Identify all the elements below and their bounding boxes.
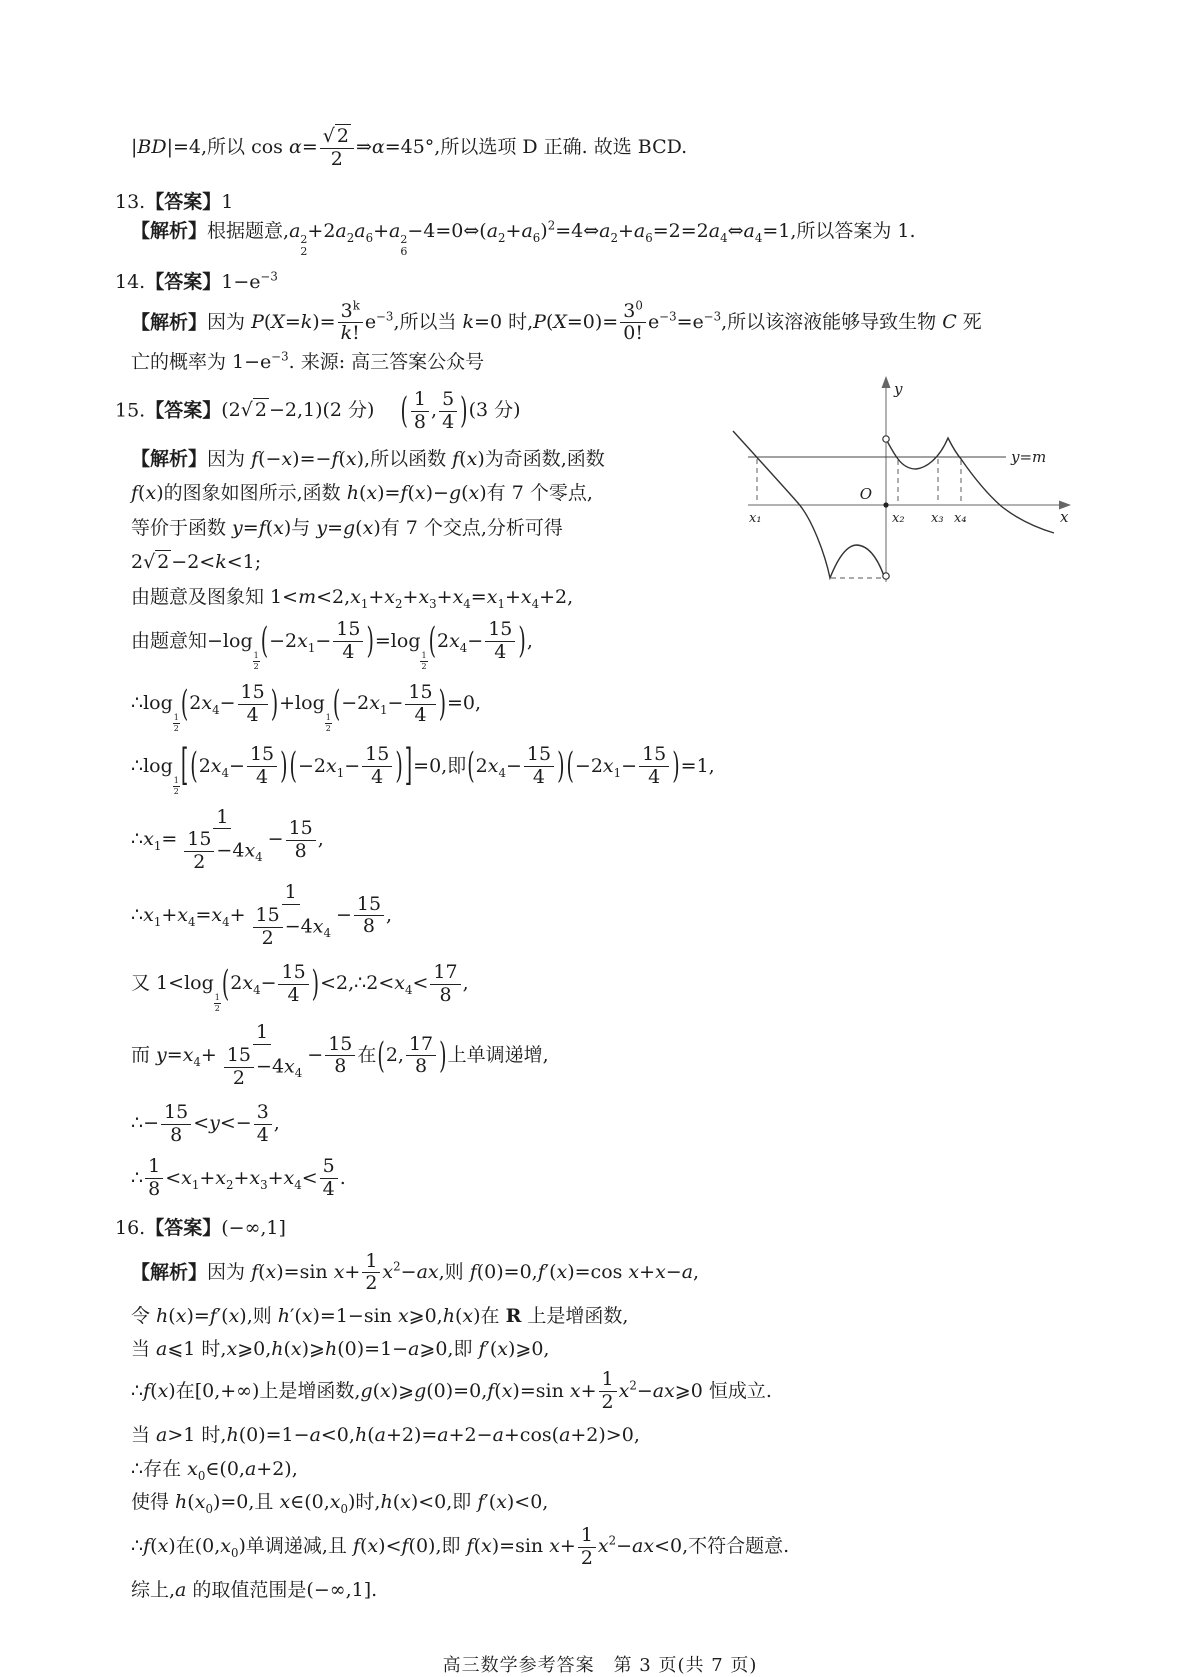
open-point-top <box>883 436 889 442</box>
graph-svg <box>698 348 1090 596</box>
math-content: (2√ 2 −2,1)(2 分) ( $\frac{1}{8}$ , $\frac{5}{4}$ )(3 分) <box>221 387 521 433</box>
q13-answer <box>0 189 1200 217</box>
math-content: 由题意知−log $\frac{1}{2}$ ($-2x_1-$ $\frac{15}{4}$ )=log $\frac{1}{2}$ ($2x_4-$ $\frac{15}{4}$ ), <box>131 618 533 671</box>
q13-analysis <box>0 218 1200 259</box>
q14-answer <box>0 269 1200 297</box>
y-equals-m-label: y=m <box>1011 448 1047 466</box>
q16-analysis-2 <box>0 1303 1200 1331</box>
q15-analysis-9 <box>0 807 1200 875</box>
math-content: f(x)的图象如图所示,函数 h(x)=f(x)−g(x)有 7 个零点, <box>131 482 593 505</box>
math-content: $1-e^{-3}$ <box>221 269 278 294</box>
section-tag: 【答案】 <box>145 271 222 294</box>
math-content: 当 a⩽1 时,x⩾0,h(x)⩾h(0)=1−a⩾0,即 f′(x)⩾0, <box>131 1337 550 1360</box>
math-content: 由题意及图象知 $1<m<2,x_1+x_2+x_3+x_4=x_1+x_4+2$, <box>131 585 574 611</box>
section-tag: 【解析】 <box>131 447 208 470</box>
x3-label: x₃ <box>931 511 944 526</box>
q16-analysis-6 <box>0 1456 1200 1484</box>
x2-label: x₂ <box>892 511 905 526</box>
math-content: 使得 $h(x_0)=0$,且 $x\in(0,x_0)$时,h(x)<0,即 f′(x)<0, <box>131 1491 549 1516</box>
q16-answer <box>0 1215 1200 1243</box>
math-content: 根据题意,a 2 2 $+2a_2a_6+a$ 2 6 $-4=0\Leftrightarrow(a_2+a_6)^2=4\Leftrightarrow a_2+a_6=2=2a_4\Leftrightarrow a_4=1$,所以答案为 1. <box>207 218 916 259</box>
line-bd <box>0 126 1200 171</box>
math-content: 而 $y=x_4+$ 1 $\frac{15}{2}$ $-4x_4$ − $\frac{15}{8}$ 在(2, $\frac{17}{8}$ )上单调递增, <box>131 1021 549 1089</box>
origin-point <box>883 502 888 507</box>
math-content: 1 <box>221 190 234 213</box>
section-tag: 【解析】 <box>131 1260 208 1283</box>
q14-analysis-1 <box>0 298 1200 346</box>
math-content: 当 a>1 时,h(0)=1−a<0,h(a+2)=a+2−a+cos(a+2)>0, <box>131 1424 640 1447</box>
math-content: ∴ $\frac{1}{8}$ $<x_1+x_2+x_3+x_4<$ $\frac{5}{4}$ . <box>131 1155 346 1201</box>
math-content: 2√ 2 −2<k<1; <box>131 551 262 574</box>
math-content: 等价于函数 y=f(x)与 y=g(x)有 7 个交点,分析可得 <box>131 516 563 539</box>
q16-analysis-3 <box>0 1336 1200 1364</box>
math-content: 令 h(x)=f′(x),则 h′(x)=1−sin x⩾0,h(x)在 R 上是增函数, <box>131 1305 629 1328</box>
q15-analysis-8 <box>0 741 1200 796</box>
section-tag: 【答案】 <box>145 1217 222 1240</box>
y-axis-label: y <box>894 380 903 398</box>
math-content: 亡的概率为 $1-e^{-3}$. 来源: 高三答案公众号 <box>131 349 485 374</box>
math-content: ∴存在 $x_0\in(0,a+2)$, <box>131 1457 298 1483</box>
question-number: 13. <box>115 190 146 213</box>
section-tag: 【答案】 <box>145 399 222 422</box>
math-content: $\therefore x_1=$ 1 $\frac{15}{2}$ $-4x_4$ − $\frac{15}{8}$ , <box>131 805 324 874</box>
math-content: 又 1<log $\frac{1}{2}$ ($2x_4-$ $\frac{15}{4}$ )$<2,\therefore 2<x_4<$ $\frac{17}{8}$ , <box>131 960 469 1014</box>
math-content: 综上,a 的取值范围是(−∞,1]. <box>131 1579 378 1602</box>
section-tag: 【解析】 <box>131 220 208 243</box>
q16-analysis-7 <box>0 1489 1200 1517</box>
q15-analysis-13 <box>0 1102 1200 1147</box>
function-graph-figure <box>698 348 1090 596</box>
q15-analysis-7 <box>0 682 1200 734</box>
math-content: (−∞,1] <box>221 1217 286 1240</box>
y-axis-arrow <box>882 376 891 388</box>
question-number: 14. <box>115 271 146 294</box>
math-content: ∴f(x)在$(0,x_0)$单调递减,且 f(x)<f(0),即 f(x)=sin x+ $\frac{1}{2}$ $x^2-ax<0$,不符合题意. <box>131 1523 790 1569</box>
q15-analysis-6 <box>0 619 1200 671</box>
math-content: ∴f(x)在[0,+∞)上是增函数,g(x)⩾g(0)=0,f(x)=sin x+ $\frac{1}{2}$ $x^2-ax⩾0$ 恒成立. <box>131 1368 772 1414</box>
x-axis-label: x <box>1060 508 1069 526</box>
math-content: 因为 f(x)=sin x+ $\frac{1}{2}$ $x^2-ax$,则 f(0)=0,f′(x)=cos x+x−a, <box>207 1249 700 1295</box>
q15-analysis-14 <box>0 1156 1200 1201</box>
origin-label: O <box>859 485 872 503</box>
q15-analysis-10 <box>0 882 1200 950</box>
math-content: ∴− $\frac{15}{8}$ <y<− $\frac{3}{4}$ , <box>131 1100 280 1146</box>
math-content: 因为 P(X=k)= $\frac{3^k}{k!}$ $e^{-3}$,所以当 k=0 时,P(X=0)= $\frac{3^0}{0!}$ $e^{-3}=e^{-3}$,所以该溶液能够导致生物 C 死 <box>207 298 982 345</box>
open-point-bottom <box>883 573 889 579</box>
q16-analysis-5 <box>0 1422 1200 1450</box>
math-content: ∴log $\frac{1}{2}$ [ ($2x_4-$ $\frac{15}{4}$ ) ($-2x_1-$ $\frac{15}{4}$ ) ]=0,即($2x_4-$ $\frac{15}{4}$ ) ($-2x_1-$ $\frac{15}{4}$ )=1, <box>131 741 715 796</box>
q15-analysis-12 <box>0 1022 1200 1090</box>
page-footer: 高三数学参考答案 第 3 页(共 7 页) <box>442 1654 758 1676</box>
section-tag: 【答案】 <box>145 190 222 213</box>
math-content: $\therefore x_1+x_4=x_4+$ 1 $\frac{15}{2}$ $-4x_4$ − $\frac{15}{8}$ , <box>131 881 393 949</box>
section-tag: 【解析】 <box>131 310 208 333</box>
question-number: 15. <box>115 399 146 422</box>
q15-analysis-11 <box>0 962 1200 1014</box>
question-number: 16. <box>115 1217 146 1240</box>
q16-analysis-4 <box>0 1369 1200 1414</box>
x4-label: x₄ <box>954 511 967 526</box>
q16-analysis-8 <box>0 1525 1200 1570</box>
q16-analysis-1 <box>0 1251 1200 1296</box>
math-content: 因为 f(−x)=−f(x),所以函数 f(x)为奇函数,函数 <box>207 447 605 470</box>
q16-analysis-9 <box>0 1577 1200 1605</box>
math-content: ∴log $\frac{1}{2}$ ($2x_4-$ $\frac{15}{4}$ )+log $\frac{1}{2}$ ($-2x_1-$ $\frac{15}{4}$ )=0, <box>131 680 482 734</box>
math-content: |BD|=4,所以 cos α= $\frac{√ 2}{2}$ ⇒α=45°,所以选项 D 正确. 故选 BCD. <box>131 125 688 170</box>
x1-label: x₁ <box>749 511 762 526</box>
